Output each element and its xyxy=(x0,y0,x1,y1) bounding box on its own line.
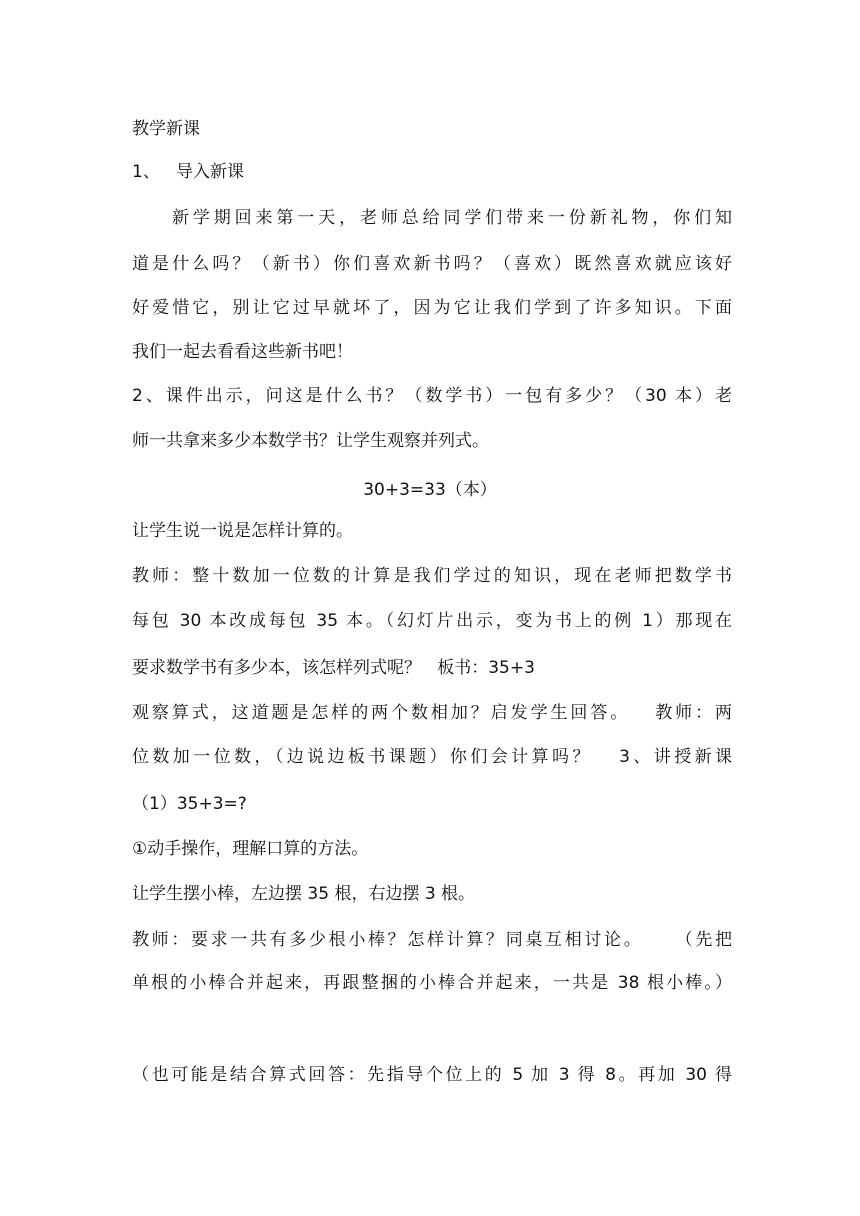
explain-line: 让学生说一说是怎样计算的。 xyxy=(132,521,353,541)
discuss-line-1: 教师：要求一共有多少根小棒？怎样计算？同桌互相讨论。 （先把 xyxy=(132,930,732,950)
intro-line-4: 我们一起去看看这些新书吧！ xyxy=(132,342,353,362)
lesson-heading: 教学新课 xyxy=(132,119,200,139)
discuss-line-2: 单根的小棒合并起来，再跟整捆的小棒合并起来，一共是 38 根小棒。） xyxy=(132,973,732,993)
intro-line-3: 好爱惜它，别让它过早就坏了，因为它让我们学到了许多知识。下面 xyxy=(132,298,732,318)
intro-line-2: 道是什么吗？（新书）你们喜欢新书吗？（喜欢）既然喜欢就应该好 xyxy=(132,254,732,274)
observe-line-1: 观察算式，这道题是怎样的两个数相加？启发学生回答。 教师：两 xyxy=(132,703,732,723)
section-1-title: 1、 导入新课 xyxy=(132,162,245,182)
teacher-line-3: 要求数学书有多少本，该怎样列式呢？ 板书：35+3 xyxy=(132,658,535,678)
intro-line-1: 新学期回来第一天，老师总给同学们带来一份新礼物，你们知 xyxy=(172,208,732,228)
equation: 30+3=33（本） xyxy=(363,480,497,500)
step-2-line-1: 2、课件出示，问这是什么书？（数学书）一包有多少？（30 本）老 xyxy=(132,386,732,406)
step-2-line-2: 师一共拿来多少本数学书？让学生观察并列式。 xyxy=(132,431,489,451)
sub-problem-1: （1）35+3=? xyxy=(132,794,247,814)
teacher-line-1: 教师：整十数加一位数的计算是我们学过的知识，现在老师把数学书 xyxy=(132,566,732,586)
alternative-answer-line: （也可能是结合算式回答：先指导个位上的 5 加 3 得 8。再加 30 得 xyxy=(132,1065,732,1085)
observe-line-2: 位数加一位数，（边说边板书课题）你们会计算吗？ 3、讲授新课 xyxy=(132,747,732,767)
step-1-title: ①动手操作，理解口算的方法。 xyxy=(132,839,369,859)
teacher-line-2: 每包 30 本改成每包 35 本。（幻灯片出示，变为书上的例 1）那现在 xyxy=(132,611,732,631)
sticks-line: 让学生摆小棒，左边摆 35 根，右边摆 3 根。 xyxy=(132,884,476,904)
